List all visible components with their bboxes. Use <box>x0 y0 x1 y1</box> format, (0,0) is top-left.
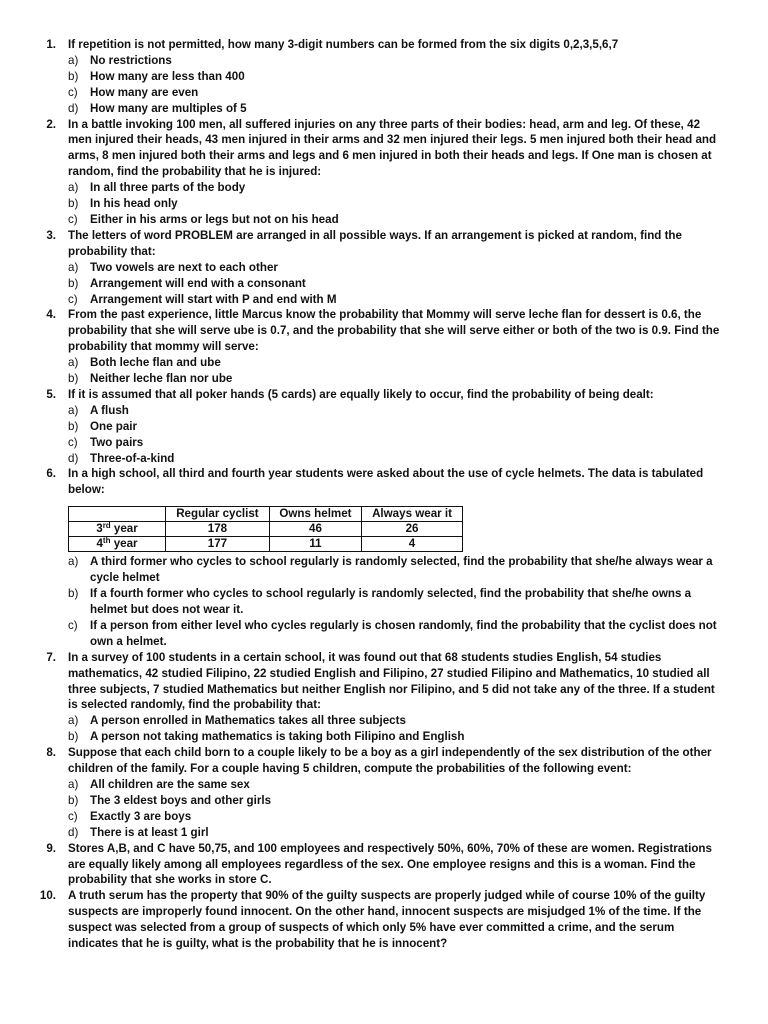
item-text: The 3 eldest boys and other girls <box>90 793 272 807</box>
question-4-item <box>0 371 768 387</box>
question-5-item <box>0 403 768 419</box>
question-7-item <box>0 729 768 745</box>
item-text: Both leche flan and ube <box>90 356 221 370</box>
question-3-item <box>0 260 768 276</box>
item-label: b) <box>68 730 79 744</box>
row-label-suffix: year <box>110 537 138 551</box>
question-3-item <box>0 276 768 292</box>
question-5-item <box>0 419 768 435</box>
question-6-item <box>0 586 768 618</box>
cycle-helmet-table <box>68 506 463 552</box>
question-number: 4. <box>46 308 56 322</box>
item-label: b) <box>68 69 79 83</box>
item-label: c) <box>68 809 78 823</box>
question-number: 9. <box>46 841 56 855</box>
item-label: a) <box>68 181 79 195</box>
question-text: If repetition is not permitted, how many 3-digit numbers can be formed from the six digits 0,2,3,5,6,7 <box>68 38 619 51</box>
item-text: Two vowels are next to each other <box>90 260 278 274</box>
question-7-item <box>0 713 768 729</box>
question-text: If it is assumed that all poker hands (5 cards) are equally likely to occur, find the probability of being dealt: <box>68 387 654 401</box>
question-number: 8. <box>46 746 56 760</box>
item-label: b) <box>68 793 79 807</box>
question-5 <box>0 387 768 403</box>
item-text: If a fourth former who cycles to school regularly is randomly selected, find the probability that she/he owns a helmet but does not wear it. <box>90 587 692 616</box>
question-number: 7. <box>46 650 56 664</box>
question-text: In a battle invoking 100 men, all suffered injuries on any three parts of their bodies: head, arm and leg. Of these, 42 men injured their heads, 43 men injured in their arms and 32 men injured their legs. 5 men injured both their head and arms, 8 men injured both their arms and legs and 6 men injured in both their heads and legs. If One man is chosen at random, find the probability that he is injured: <box>68 117 717 179</box>
item-text: How many are less than 400 <box>90 69 245 83</box>
question-text: From the past experience, little Marcus know the probability that Mommy will serve leche flan for dessert is 0.6, the probability that she will serve ube is 0.7, and the probability that she will serve either or both of the two is 0.9. Find the probability that mommy will serve: <box>68 308 720 354</box>
question-number: 10. <box>39 889 56 903</box>
item-text: In his head only <box>90 197 178 211</box>
table-cell: 4 <box>362 537 463 552</box>
item-text: No restrictions <box>90 53 172 67</box>
item-text: Arrangement will start with P and end with M <box>90 292 337 306</box>
table-row-label <box>69 522 166 537</box>
question-2-item <box>0 196 768 212</box>
question-2-item <box>0 212 768 228</box>
question-8-item <box>0 825 768 841</box>
item-text: A person enrolled in Mathematics takes all three subjects <box>90 714 406 728</box>
table-header-cell: Regular cyclist <box>166 507 270 522</box>
question-text: Suppose that each child born to a couple likely to be a boy as a girl independently of the sex distribution of the other children of the family. For a couple having 5 children, compute the probabilities of the following event: <box>68 746 712 776</box>
item-text: A person not taking mathematics is taking both Filipino and English <box>90 730 465 744</box>
question-text: In a survey of 100 students in a certain school, it was found out that 68 students studies English, 54 studies mathematics, 42 studied Filipino, 22 studied English and Filipino, 27 studied Filipino and Mathematics, 10 studied all three subjects, 7 studied Mathematics but neither English nor Filipino, and 5 did not take any of the three. If a student is selected randomly, find the probability that: <box>68 650 715 712</box>
table-cell: 178 <box>166 522 270 537</box>
table-cell: 177 <box>166 537 270 552</box>
item-text: How many are even <box>90 85 199 99</box>
question-8-item <box>0 793 768 809</box>
question-3 <box>0 228 768 260</box>
item-text: One pair <box>90 419 138 433</box>
question-6-item <box>0 618 768 650</box>
item-label: c) <box>68 435 78 449</box>
item-label: b) <box>68 197 79 211</box>
item-text: A third former who cycles to school regularly is randomly selected, find the probability that she/he always wear a cycle helmet <box>90 555 713 585</box>
item-text: Two pairs <box>90 435 144 449</box>
question-2 <box>0 117 768 181</box>
question-text: The letters of word PROBLEM are arranged in all possible ways. If an arrangement is picked at random, find the probability that: <box>68 228 682 258</box>
item-text: How many are multiples of 5 <box>90 101 247 115</box>
table-cell: 46 <box>269 522 361 537</box>
item-label: d) <box>68 101 79 115</box>
item-label: b) <box>68 587 79 601</box>
item-text: Arrangement will end with a consonant <box>90 276 306 290</box>
item-label: c) <box>68 292 78 306</box>
item-label: b) <box>68 276 79 290</box>
question-1 <box>0 37 768 53</box>
problem-set-document <box>0 37 768 952</box>
table-header-cell <box>69 507 166 522</box>
item-label: a) <box>68 555 79 569</box>
item-label: c) <box>68 212 78 226</box>
item-text: Neither leche flan nor ube <box>90 372 233 386</box>
question-text: A truth serum has the property that 90% of the guilty suspects are properly judged while of course 10% of the guilty suspects are improperly found innocent. On the other hand, innocent suspects are misjudged 1% of the time. If the suspect was selected from a group of suspects of which only 5% have ever committed a crime, and the serum indicates that he is guilty, what is the probability that he is innocent? <box>68 889 706 951</box>
question-1-item <box>0 69 768 85</box>
question-6 <box>0 466 768 498</box>
item-text: If a person from either level who cycles regularly is chosen randomly, find the probability that the cyclist does not own a helmet. <box>90 618 717 648</box>
item-text: Either in his arms or legs but not on his head <box>90 212 339 226</box>
item-label: d) <box>68 825 79 839</box>
row-label-ordinal: th <box>102 536 111 546</box>
table-header-cell: Owns helmet <box>269 507 361 522</box>
question-8-item <box>0 809 768 825</box>
question-1-item <box>0 53 768 69</box>
item-text: All children are the same sex <box>90 777 250 791</box>
item-label: b) <box>68 419 79 433</box>
item-label: a) <box>68 53 79 67</box>
item-text: There is at least 1 girl <box>90 825 209 839</box>
cycle-helmet-table-wrap <box>0 506 768 552</box>
table-header-row <box>69 507 463 522</box>
item-text: Exactly 3 are boys <box>90 809 192 823</box>
question-10 <box>0 888 768 952</box>
question-text: In a high school, all third and fourth year students were asked about the use of cycle helmets. The data is tabulated below: <box>68 467 704 497</box>
question-number: 1. <box>46 38 56 51</box>
question-4 <box>0 307 768 355</box>
question-4-item <box>0 355 768 371</box>
table-header-cell: Always wear it <box>362 507 463 522</box>
item-text: Three-of-a-kind <box>90 451 175 465</box>
table-row <box>69 537 463 552</box>
question-1-item <box>0 85 768 101</box>
item-label: a) <box>68 403 79 417</box>
item-text: A flush <box>90 403 129 417</box>
row-label-number: 4 <box>96 537 103 551</box>
item-label: a) <box>68 777 79 791</box>
question-5-item <box>0 451 768 467</box>
item-label: b) <box>68 372 79 386</box>
question-number: 2. <box>46 117 56 131</box>
item-label: a) <box>68 714 79 728</box>
item-label: c) <box>68 618 78 632</box>
question-9 <box>0 841 768 889</box>
item-label: c) <box>68 85 78 99</box>
item-label: a) <box>68 260 79 274</box>
table-cell: 26 <box>362 522 463 537</box>
question-5-item <box>0 435 768 451</box>
table-row <box>69 522 463 537</box>
item-label: a) <box>68 356 79 370</box>
table-cell: 11 <box>269 537 361 552</box>
question-1-item <box>0 101 768 117</box>
row-label-suffix: year <box>110 522 138 536</box>
question-8 <box>0 745 768 777</box>
question-number: 3. <box>46 228 56 242</box>
item-text: In all three parts of the body <box>90 181 246 195</box>
row-label-ordinal: rd <box>102 521 111 531</box>
question-number: 5. <box>46 387 56 401</box>
question-3-item <box>0 292 768 308</box>
question-6-item <box>0 554 768 586</box>
question-7 <box>0 650 768 714</box>
question-number: 6. <box>46 467 56 481</box>
question-8-item <box>0 777 768 793</box>
row-label-number: 3 <box>96 522 103 536</box>
item-label: d) <box>68 451 79 465</box>
question-text: Stores A,B, and C have 50,75, and 100 employees and respectively 50%, 60%, 70% of these are women. Registrations are equally likely among all employees regardless of the sex. One employee resigns and this is a woman. Find the probability that she works in store C. <box>68 841 712 887</box>
question-2-item <box>0 180 768 196</box>
table-row-label <box>69 537 166 552</box>
